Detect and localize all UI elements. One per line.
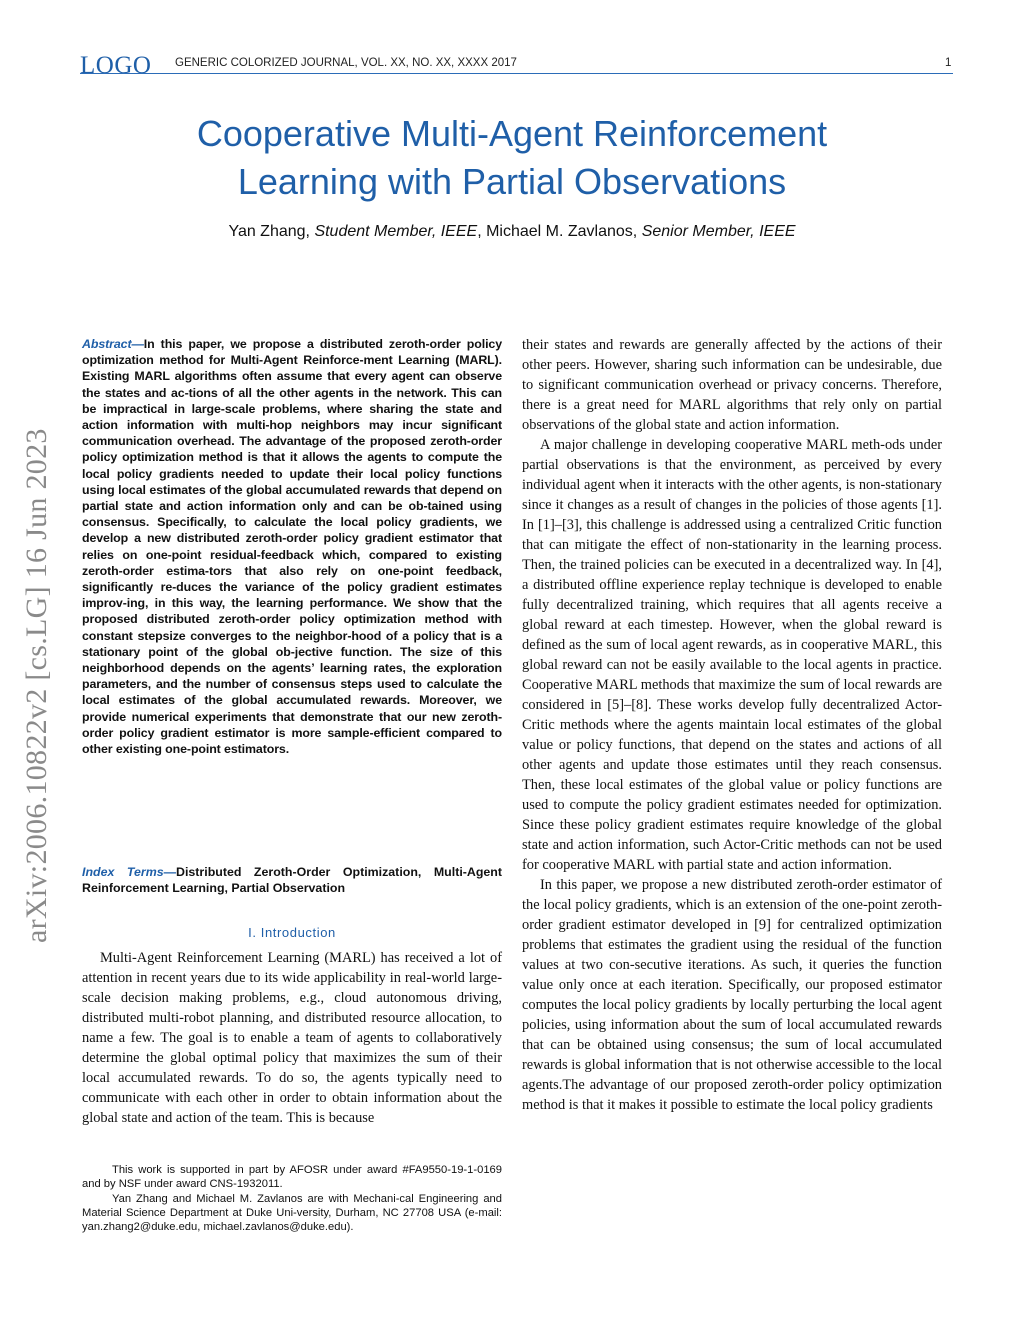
page-number: 1 [945, 57, 952, 69]
right-paragraph-3: In this paper, we propose a new distributed zeroth-order estimator of the local policy gradients, which is an extension of the one-point zeroth-order gradient estimator developed in [9] for centralized optimization problems that estimates the gradient using the residual of the function values at two con-secutive iterations. As such, it queries the function value only once at each iteration. Specifically, our proposed estimator computes the local policy gradients by locally perturbing the local agent policies, using information about the sum of local accumulated rewards that can be obtained using consensus; the sum of local accumulated rewards is global information that is not otherwise accessible to the local agents.The advantage of our proposed zeroth-order policy optimization method is that it makes it possible to estimate the local policy gradients [522, 877, 942, 1113]
arxiv-stamp: arXiv:2006.10822v2 [cs.LG] 16 Jun 2023 [20, 428, 53, 943]
title-line-1: Cooperative Multi-Agent Reinforcement [196, 113, 828, 154]
author-line: Yan Zhang, Student Member, IEEE, Michael M. Zavlanos, Senior Member, IEEE [228, 223, 796, 240]
header-rule [80, 73, 953, 74]
index-terms-label: Index Terms— [82, 865, 177, 879]
footnote-affiliation: Yan Zhang and Michael M. Zavlanos are with Mechani-cal Engineering and Material Science Department at Duke Uni-versity, Durham, NC 27708 USA (e-mail: yan.zhang2@duke.edu, michael.zavlanos@duke.edu). [82, 1192, 502, 1234]
author-2: Michael M. Zavlanos [486, 223, 633, 240]
journal-name: GENERIC COLORIZED JOURNAL, VOL. XX, NO. XX, XXXX 2017 [175, 57, 517, 69]
journal-logo: LOGO [80, 52, 152, 79]
author-1: Yan Zhang [228, 223, 306, 240]
footnote [82, 1163, 502, 1234]
index-terms-text: Distributed Zeroth-Order Optimization, Multi-Agent Reinforcement Learning, Partial Observation [82, 865, 502, 896]
author-1-role: Student Member, IEEE [314, 223, 478, 240]
author-2-role: Senior Member, IEEE [641, 223, 796, 240]
abstract [82, 336, 502, 757]
title-line-2: Learning with Partial Observations [237, 161, 787, 202]
right-paragraph-1: their states and rewards are generally affected by the actions of their other peers. However, sharing such information can be undesirable, due to significant communication overhead or privacy concerns. Therefore, there is a great need for MARL algorithms that rely only on partial observations of the global state and action information. [522, 337, 942, 433]
abstract-text: In this paper, we propose a distributed zeroth-order policy optimization method for Multi-Agent Reinforce-ment Learning (MARL). Existing MARL algorithms often assume that every agent can observe the states and ac-tions of all the other agents in the network. This can be impractical in large-scale problems, where sharing the state and action information with multi-hop neighbors may incur significant communication overhead. The advantage of the proposed zeroth-order policy optimization method is that it allows the agents to compute the local policy gradients needed to update their local policy functions using local estimates of the global accumulated rewards that depend on partial state and action information only and can be ob-tained using consensus. Specifically, to calculate the local policy gradients, we develop a new distributed zeroth-order policy gradient estimator that relies on one-point residual-feedback which, compared to existing zeroth-order estima-tors that also rely on one-point feedback, significantly re-duces the variance of the policy gradient estimates improv-ing, in this way, the learning performance. We show that the proposed distributed zeroth-order policy optimization method with constant stepsize converges to the neighbor-hood of a policy that is a stationary point of the global ob-jective function. The size of this neighborhood depends on the agents’ learning rates, the exploration parameters, and the number of consensus steps used to calculate the local estimates of the global accumulated rewards. Moreover, we provide numerical experiments that demonstrate that our new zeroth-order policy gradient estimator is more sample-efficient compared to other existing one-point estimators. [82, 337, 502, 757]
right-paragraph-2: A major challenge in developing cooperative MARL meth-ods under partial observations is that the environment, as perceived by every individual agent when it interacts with the other agents, is non-stationary since it changes as a result of changes in the policies of those agents [1]. In [1]–[3], this challenge is addressed using a centralized Critic function that can mitigate the effect of non-stationarity in the learning process. Then, the trained policies can be executed in a decentralized way. In [4], a distributed offline experience replay technique is developed to enable fully decentralized training, which requires that all agents receive a global reward at each timestep. However, when the global reward is defined as the sum of local agent rewards, as in cooperative MARL, this global reward can not be easily available to the local agents in practice. Cooperative MARL methods that maximize the sum of local rewards are considered in [5]–[8]. These works develop fully decentralized Actor-Critic methods where the agents maintain local estimates of the global value or policy functions, that depend on the states and actions of all other agents and update those estimates until they reach consensus. Then, these local estimates of the global value or policy functions are used to compute the policy gradient estimates needed for optimization. Since these policy gradient estimates require knowledge of the global state and action information, such Actor-Critic methods can not be used for cooperative MARL with partial state and action information. [522, 437, 942, 873]
index-terms [82, 864, 502, 896]
right-column [522, 335, 942, 1115]
footnote-support: This work is supported in part by AFOSR under award #FA9550-19-1-0169 and by NSF under award CNS-1932011. [82, 1164, 502, 1191]
section-heading-introduction: I. Introduction [248, 925, 336, 940]
paper-title [80, 110, 944, 206]
intro-paragraph: Multi-Agent Reinforcement Learning (MARL) has received a lot of attention in recent years due to its wide applicability in real-world large-scale decision making problems, e.g., cloud autonomous driving, distributed multi-robot planning, and distributed resource allocation, to name a few. The goal is to enable a team of agents to collaboratively determine the global optimal policy that maximizes the sum of their local accumulated rewards. To do so, the agents typically need to communicate with each other in order to obtain information about the global state and action of the team. This is because [82, 950, 502, 1126]
abstract-label: Abstract— [82, 337, 144, 351]
